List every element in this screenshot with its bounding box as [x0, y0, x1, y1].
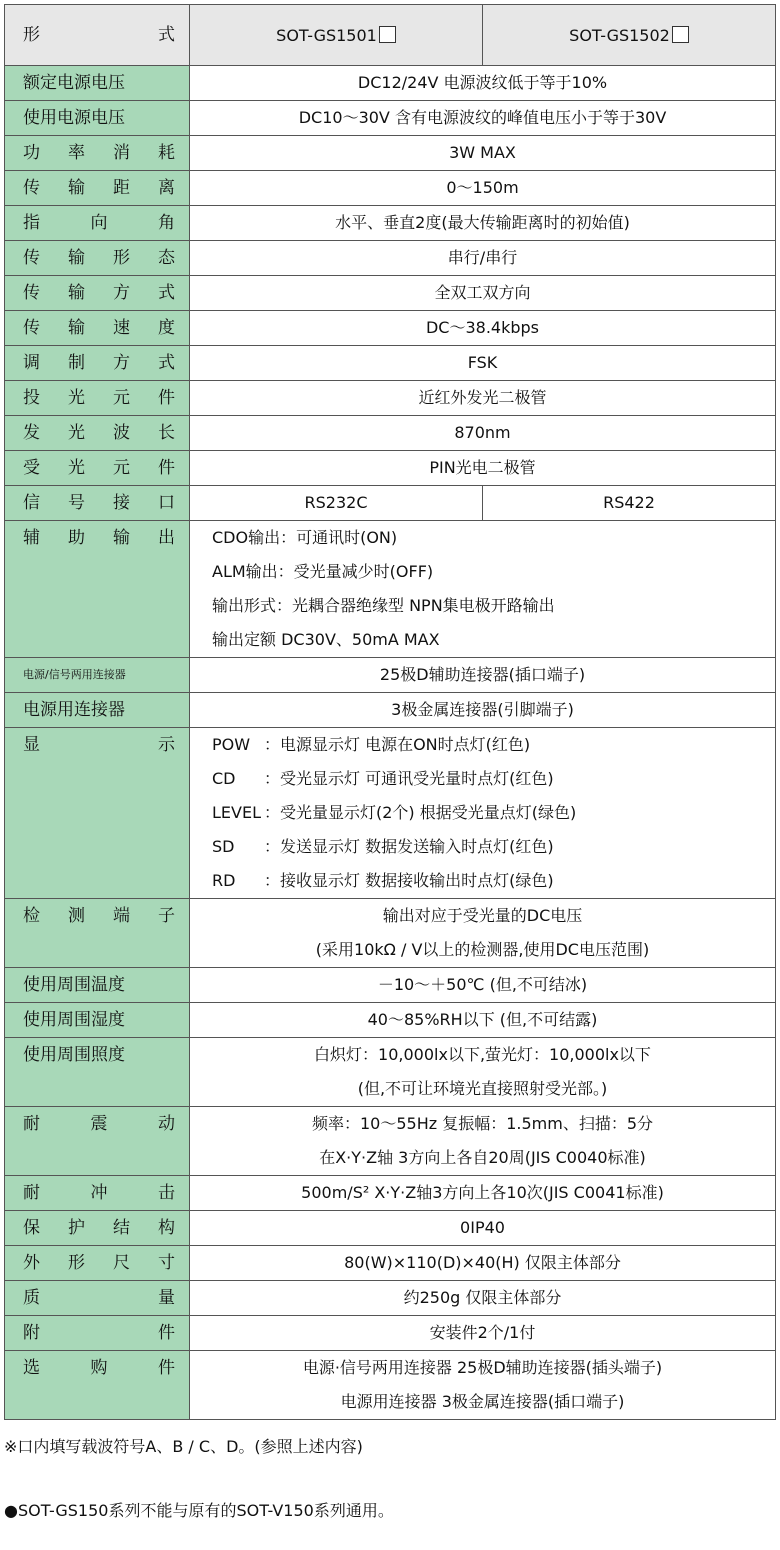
row-label: 传输形态 — [23, 248, 175, 268]
spec-row — [5, 66, 776, 101]
aux-line: 输出形式：光耦合器绝缘型 NPN集电极开路输出 — [212, 596, 555, 615]
row-value: 3W MAX — [449, 143, 516, 162]
aux-line: 输出定额 DC30V、50mA MAX — [212, 630, 440, 649]
footnote-carrier: ※口内填写载波符号A、B / C、D。(参照上述内容) — [4, 1437, 363, 1456]
display-text: ：发送显示灯 数据发送输入时点灯(红色) — [264, 837, 554, 856]
display-item — [212, 796, 775, 830]
row-value: DC～38.4kbps — [425, 318, 540, 337]
model1-text: SOT-GS1501 — [276, 25, 377, 45]
row-label: 指向角 — [23, 213, 175, 233]
row-label: 耐冲击 — [23, 1183, 175, 1203]
row-label: 传输方式 — [23, 283, 175, 303]
connector-row — [5, 658, 776, 693]
row-label: 额定电源电压 — [23, 73, 125, 93]
spec-row — [5, 136, 776, 171]
spec-row — [5, 346, 776, 381]
display-item — [212, 864, 775, 898]
display-text: ：受光显示灯 可通讯受光量时点灯(红色) — [264, 769, 554, 788]
display-key: RD — [212, 871, 236, 890]
row-value: 3极金属连接器(引脚端子) — [391, 700, 574, 719]
row-value: 80(W)×110(D)×40(H) 仅限主体部分 — [344, 1253, 621, 1272]
spec-row — [5, 311, 776, 346]
accessory-row — [5, 1316, 776, 1351]
display-key: CD — [212, 769, 236, 788]
row-label: 检测端子 — [23, 906, 175, 926]
interface-rs232c: RS232C — [304, 493, 368, 512]
row-value: DC10～30V 含有电源波纹的峰值电压小于等于30V — [298, 108, 667, 127]
row-value: DC12/24V 电源波纹低于等于10% — [357, 73, 608, 92]
display-key: LEVEL — [212, 803, 261, 822]
env-temp-row — [5, 968, 776, 1003]
display-item — [212, 830, 775, 864]
model1-cell — [190, 5, 483, 66]
row-value: PIN光电二极管 — [429, 458, 536, 477]
power-connector-row — [5, 693, 776, 728]
row-value: 0～150m — [446, 178, 519, 197]
row-value: 水平、垂直2度(最大传输距离时的初始值) — [335, 213, 630, 232]
model2-text: SOT-GS1502 — [569, 25, 670, 45]
row-label: 使用周围湿度 — [23, 1010, 125, 1030]
env-light-row — [5, 1038, 776, 1107]
row-label: 发光波长 — [23, 423, 175, 443]
vibration-row — [5, 1107, 776, 1176]
aux-output-row — [5, 521, 776, 658]
aux-line: ALM输出：受光量减少时(OFF) — [212, 562, 434, 581]
interface-rs422: RS422 — [603, 493, 655, 512]
spec-row — [5, 171, 776, 206]
spec-row — [5, 416, 776, 451]
row-label: 选购件 — [23, 1358, 175, 1378]
aux-line: CDO输出：可通讯时(ON) — [212, 528, 398, 547]
model2-cell — [483, 5, 776, 66]
options-line: 电源用连接器 3极金属连接器(插口端子) — [340, 1392, 625, 1411]
row-label: 辅助输出 — [23, 528, 175, 548]
display-item — [212, 728, 775, 762]
size-row — [5, 1246, 776, 1281]
row-value: 0IP40 — [460, 1218, 505, 1237]
vibration-line: 频率：10～55Hz 复振幅：1.5mm、扫描：5分 — [311, 1114, 654, 1133]
env-humid-row — [5, 1003, 776, 1038]
row-label: 使用周围温度 — [23, 975, 125, 995]
row-label: 受光元件 — [23, 458, 175, 478]
shock-row — [5, 1176, 776, 1211]
row-label: 质量 — [23, 1288, 175, 1308]
row-label: 使用周围照度 — [23, 1045, 125, 1065]
spec-table — [4, 4, 776, 1420]
footnote-compat: ●SOT-GS150系列不能与原有的SOT-V150系列通用。 — [4, 1501, 394, 1520]
checkbox-placeholder-icon — [672, 26, 689, 43]
row-label: 电源/信号两用连接器 — [23, 668, 126, 681]
spec-row — [5, 451, 776, 486]
row-label: 投光元件 — [23, 388, 175, 408]
row-label: 功率消耗 — [23, 143, 175, 163]
display-text: ：接收显示灯 数据接收输出时点灯(绿色) — [264, 871, 554, 890]
row-label: 传输距离 — [23, 178, 175, 198]
header-row — [5, 5, 776, 66]
spec-row — [5, 206, 776, 241]
row-value: 全双工双方向 — [434, 283, 531, 302]
row-value: 25极D辅助连接器(插口端子) — [379, 665, 586, 684]
spec-row — [5, 276, 776, 311]
options-row — [5, 1351, 776, 1420]
row-value: 安装件2个/1付 — [429, 1323, 536, 1342]
display-text: ：电源显示灯 电源在ON时点灯(红色) — [264, 735, 531, 754]
row-label: 电源用连接器 — [23, 700, 125, 720]
display-key: POW — [212, 735, 251, 754]
row-label: 显示 — [23, 735, 175, 755]
detect-row — [5, 899, 776, 968]
options-line: 电源·信号两用连接器 25极D辅助连接器(插头端子) — [302, 1358, 663, 1377]
row-value: FSK — [467, 353, 498, 372]
display-key: SD — [212, 837, 235, 856]
row-label: 附件 — [23, 1323, 175, 1343]
spec-row — [5, 381, 776, 416]
row-value: 500m/S² X·Y·Z轴3方向上各10次(JIS C0041标准) — [301, 1183, 664, 1202]
mass-row — [5, 1281, 776, 1316]
row-value: －10～＋50℃ (但,不可结冰) — [377, 975, 588, 994]
detect-line: 输出对应于受光量的DC电压 — [382, 906, 583, 925]
protection-row — [5, 1211, 776, 1246]
vibration-line: 在X·Y·Z轴 3方向上各自20周(JIS C0040标准) — [319, 1148, 646, 1167]
row-value: 近红外发光二极管 — [418, 388, 547, 407]
row-value: 870nm — [454, 423, 511, 442]
row-label: 使用电源电压 — [23, 108, 125, 128]
env-light-line: (但,不可让环境光直接照射受光部。) — [357, 1079, 608, 1098]
header-label: 形式 — [23, 25, 175, 45]
row-label: 传输速度 — [23, 318, 175, 338]
row-label: 外形尺寸 — [23, 1253, 175, 1273]
display-row — [5, 728, 776, 899]
row-value: 串行/串行 — [447, 248, 518, 267]
row-value: 40～85%RH以下 (但,不可结露) — [367, 1010, 598, 1029]
row-label: 调制方式 — [23, 353, 175, 373]
row-label: 保护结构 — [23, 1218, 175, 1238]
checkbox-placeholder-icon — [379, 26, 396, 43]
env-light-line: 白炽灯：10,000lx以下,萤光灯：10,000lx以下 — [314, 1045, 651, 1064]
spec-row — [5, 101, 776, 136]
row-label: 耐震动 — [23, 1114, 175, 1134]
row-label: 信号接口 — [23, 493, 175, 513]
header-label-cell — [5, 5, 190, 66]
display-item — [212, 762, 775, 796]
interface-row — [5, 486, 776, 521]
display-text: ：受光量显示灯(2个) 根据受光量点灯(绿色) — [264, 803, 577, 822]
row-value: 约250g 仅限主体部分 — [403, 1288, 562, 1307]
detect-line: (采用10kΩ / V以上的检测器,使用DC电压范围) — [315, 940, 650, 959]
spec-row — [5, 241, 776, 276]
